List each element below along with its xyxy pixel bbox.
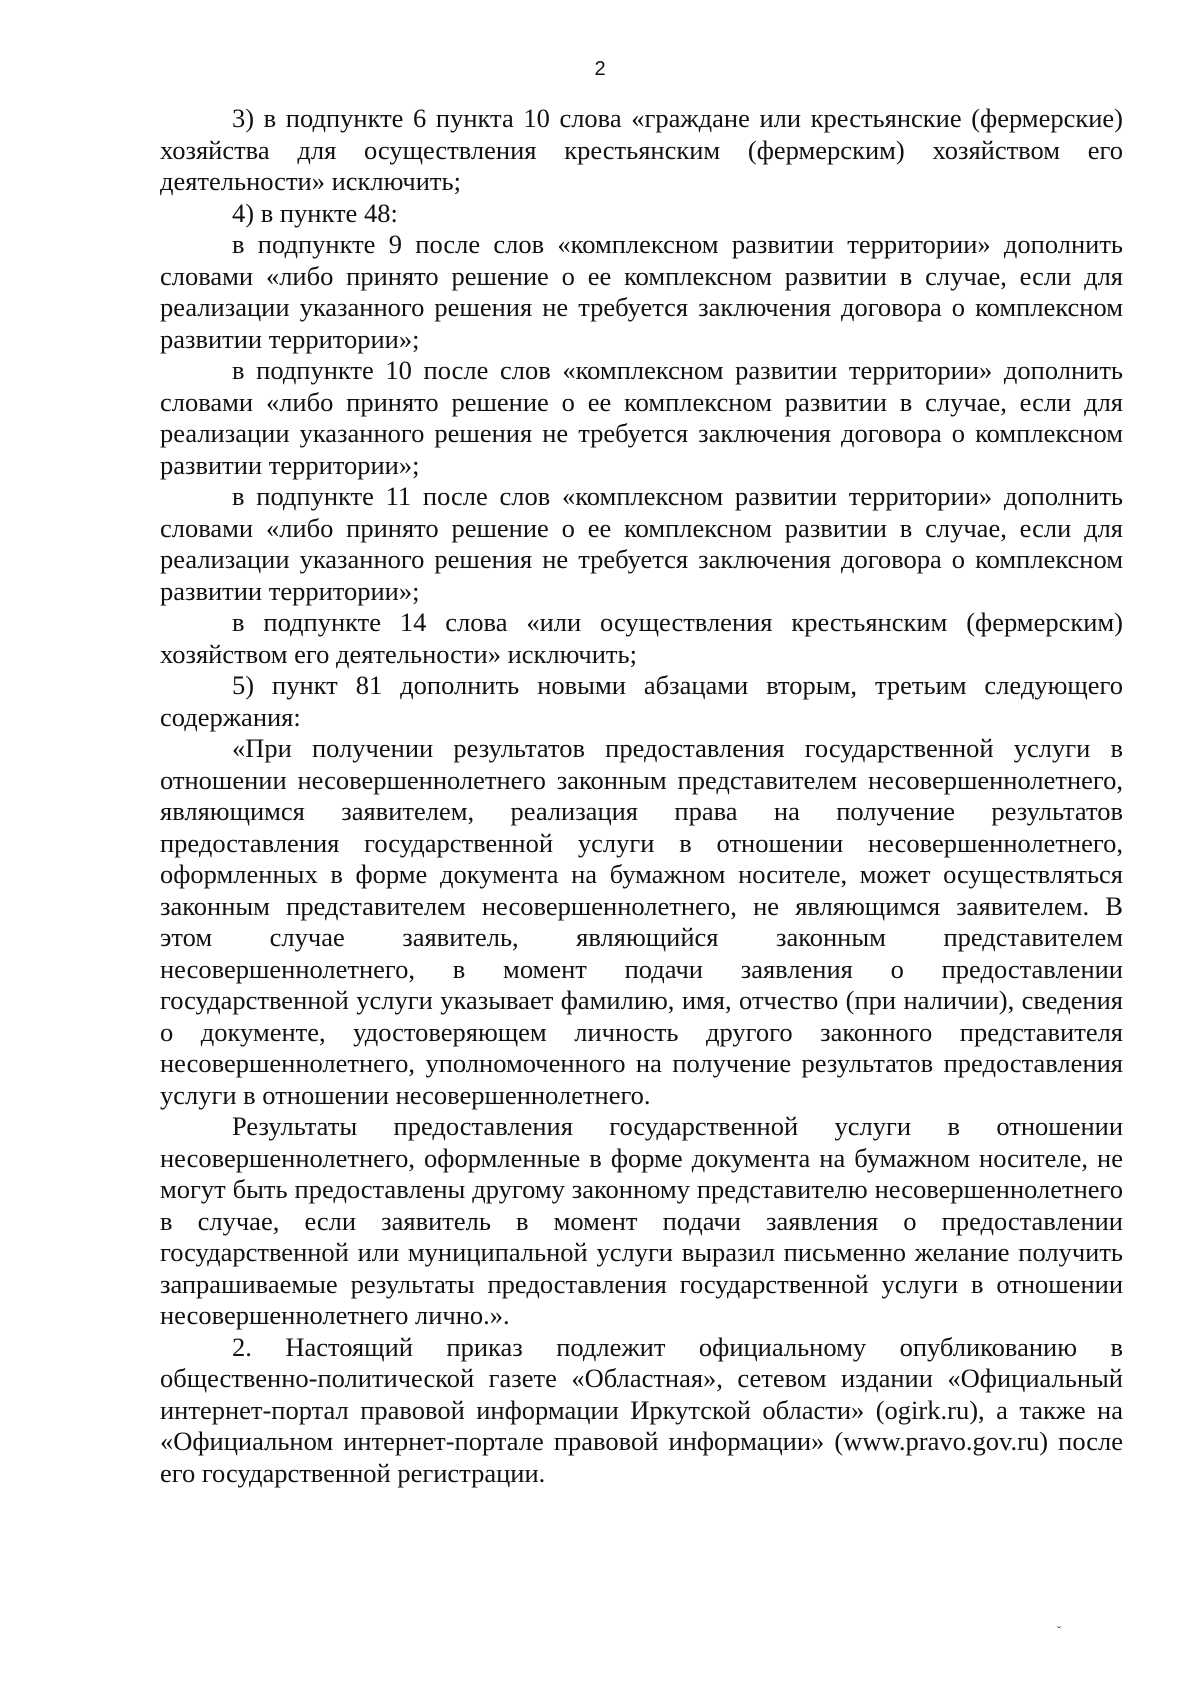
paragraph-subitem-10: в подпункте 10 после слов «комплексном развитии территории» дополнить словами «либо принято решение о ее комплексном развитии в случае, если для реализации указанного решения не требуется заключения договора о комплексном развитии территории»; (160, 355, 1123, 480)
paragraph-item-5: 5) пункт 81 дополнить новыми абзацами вторым, третьим следующего содержания: (160, 670, 1123, 732)
paragraph-subitem-9: в подпункте 9 после слов «комплексном развитии территории» дополнить словами «либо принято решение о ее комплексном развитии в случае, если для реализации указанного решения не требуется заключения договора о комплексном развитии территории»; (160, 229, 1123, 354)
paragraph-item-3: 3) в подпункте 6 пункта 10 слова «граждане или крестьянские (фермерские) хозяйства для осуществления крестьянским (фермерским) хозяйством его деятельности» исключить; (160, 103, 1123, 196)
scan-mark: ˇ (1057, 1624, 1061, 1638)
paragraph-item-4: 4) в пункте 48: (232, 197, 398, 228)
document-body (160, 103, 1123, 1489)
paragraph-subitem-14: в подпункте 14 слова «или осуществления крестьянским (фермерским) хозяйством его деятельности» исключить; (160, 607, 1123, 669)
page-number: 2 (594, 58, 606, 80)
paragraph-subitem-11: в подпункте 11 после слов «комплексном развитии территории» дополнить словами «либо принято решение о ее комплексном развитии в случае, если для реализации указанного решения не требуется заключения договора о комплексном развитии территории»; (160, 481, 1123, 606)
paragraph-quote-first: «При получении результатов предоставления государственной услуги в отношении несовершеннолетнего законным представителем несовершеннолетнего, являющимся заявителем, реализация права на получение результатов предоставления государственной услуги в отношении несовершеннолетнего, оформленных в форме документа на бумажном носителе, может осуществляться законным представителем несовершеннолетнего, не являющимся заявителем. В этом случае заявитель, являющийся законным представителем несовершеннолетнего, в момент подачи заявления о предоставлении государственной услуги указывает фамилию, имя, отчество (при наличии), сведения о документе, удостоверяющем личность другого законного представителя несовершеннолетнего, уполномоченного на получение результатов предоставления услуги в отношении несовершеннолетнего. (160, 733, 1123, 1110)
paragraph-clause-2: 2. Настоящий приказ подлежит официальному опубликованию в общественно-политической газете «Областная», сетевом издании «Официальный интернет-портал правовой информации Иркутской области» (ogirk.ru), а также на «Официальном интернет-портале правовой информации» (www.pravo.gov.ru) после его государственной регистрации. (160, 1331, 1123, 1488)
paragraph-quote-second: Результаты предоставления государственной услуги в отношении несовершеннолетнего, оформленные в форме документа на бумажном носителе, не могут быть предоставлены другому законному представителю несовершеннолетнего в случае, если заявитель в момент подачи заявления о предоставлении государственной или муниципальной услуги выразил письменно желание получить запрашиваемые результаты предоставления государственной услуги в отношении несовершеннолетнего лично.». (160, 1111, 1123, 1330)
